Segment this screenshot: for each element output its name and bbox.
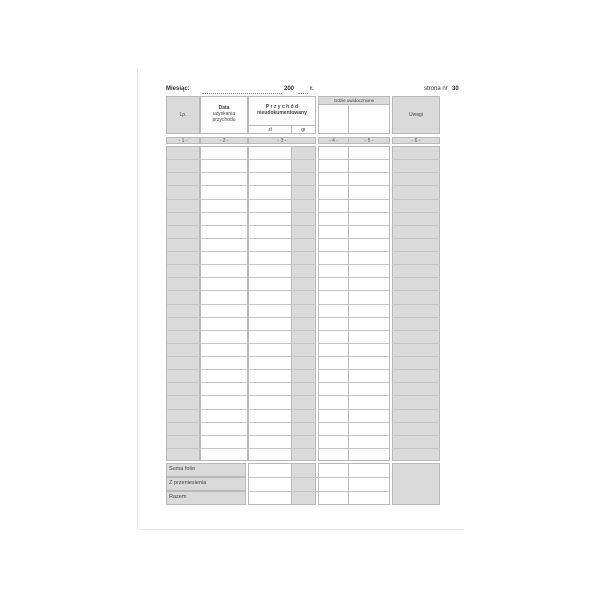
income-header-line1: P r z y c h ó d bbox=[265, 104, 299, 110]
year-prefix: 200 bbox=[284, 86, 295, 92]
table-row-line bbox=[166, 435, 200, 436]
footer-remarks-cell bbox=[392, 463, 440, 505]
table-row-line bbox=[318, 409, 390, 410]
table-row-line bbox=[318, 317, 390, 318]
col5-header bbox=[348, 104, 390, 134]
table-row-line bbox=[200, 317, 248, 318]
table-row-line bbox=[200, 277, 248, 278]
table-row-line bbox=[318, 212, 390, 213]
table-row-line bbox=[318, 290, 390, 291]
table-row-line bbox=[200, 159, 248, 160]
table-row-line bbox=[318, 343, 390, 344]
table-row-line bbox=[392, 435, 440, 436]
page-number: 30 bbox=[452, 86, 459, 92]
footer-row-line bbox=[248, 477, 390, 478]
page-label: strona nr bbox=[424, 86, 448, 92]
table-row-line bbox=[248, 172, 316, 173]
table-row-line bbox=[200, 251, 248, 252]
table-row-line bbox=[248, 435, 316, 436]
table-row-line bbox=[166, 159, 200, 160]
table-row-line bbox=[166, 395, 200, 396]
table-row-line bbox=[248, 395, 316, 396]
table-row-line bbox=[392, 212, 440, 213]
table-row-line bbox=[392, 238, 440, 239]
footer-row-line bbox=[248, 491, 390, 492]
table-row-line bbox=[248, 225, 316, 226]
table-row-line bbox=[166, 409, 200, 410]
table-row-line bbox=[318, 435, 390, 436]
table-row-line bbox=[248, 356, 316, 357]
table-row-line bbox=[248, 343, 316, 344]
table-row-line bbox=[166, 212, 200, 213]
table-row-line bbox=[318, 395, 390, 396]
table-row-line bbox=[166, 422, 200, 423]
footer-zl-cells[interactable] bbox=[248, 463, 292, 505]
col-number-4-label: - 4 - bbox=[329, 137, 338, 144]
table-row-line bbox=[248, 382, 316, 383]
table-row-line bbox=[166, 369, 200, 370]
table-row-line bbox=[166, 356, 200, 357]
date-header-line2: uzyskania bbox=[212, 111, 236, 117]
table-row-line bbox=[166, 382, 200, 383]
table-row-line bbox=[248, 264, 316, 265]
table-row-line bbox=[392, 422, 440, 423]
table-row-line bbox=[166, 238, 200, 239]
table-row-line bbox=[200, 343, 248, 344]
table-row-line bbox=[318, 238, 390, 239]
table-row-line bbox=[166, 225, 200, 226]
total-label: Razem bbox=[169, 494, 187, 500]
table-row-line bbox=[200, 199, 248, 200]
remarks-header-label: Uwagi bbox=[409, 112, 423, 118]
table-row-line bbox=[392, 304, 440, 305]
table-row-line bbox=[200, 238, 248, 239]
table-row-line bbox=[392, 448, 440, 449]
col-number-6-label: - 6 - bbox=[411, 137, 421, 144]
table-row-line bbox=[392, 409, 440, 410]
table-row-line bbox=[392, 185, 440, 186]
table-row-line bbox=[318, 264, 390, 265]
table-row-line bbox=[248, 304, 316, 305]
table-row-line bbox=[248, 159, 316, 160]
table-row-line bbox=[200, 330, 248, 331]
table-row-line bbox=[318, 225, 390, 226]
table-row-line bbox=[248, 277, 316, 278]
table-row-line bbox=[200, 435, 248, 436]
table-row-line bbox=[166, 343, 200, 344]
table-row-line bbox=[200, 185, 248, 186]
table-row-line bbox=[318, 422, 390, 423]
footer-col5-cells[interactable] bbox=[348, 463, 390, 505]
col-number-2-label: - 2 - bbox=[219, 137, 229, 144]
table-row-line bbox=[248, 317, 316, 318]
sum-label: Suma folio bbox=[169, 466, 195, 472]
year-suffix: r. bbox=[310, 86, 314, 92]
table-row-line bbox=[166, 317, 200, 318]
date-header-line1: Data bbox=[218, 105, 230, 111]
table-row-line bbox=[248, 409, 316, 410]
table-row-line bbox=[392, 343, 440, 344]
table-row-line bbox=[166, 172, 200, 173]
footer-col4-cells[interactable] bbox=[318, 463, 349, 505]
table-row-line bbox=[166, 251, 200, 252]
table-row-line bbox=[392, 395, 440, 396]
col-number-1-label: - 1 - bbox=[178, 137, 188, 144]
table-row-line bbox=[200, 395, 248, 396]
table-row-line bbox=[318, 251, 390, 252]
table-row-line bbox=[166, 264, 200, 265]
year-field[interactable] bbox=[298, 93, 308, 94]
table-row-line bbox=[318, 199, 390, 200]
col-number-3-label: - 3 - bbox=[277, 137, 287, 144]
table-row-line bbox=[166, 304, 200, 305]
table-row-line bbox=[248, 369, 316, 370]
lp-header-label: Lp. bbox=[179, 112, 187, 118]
table-row-line bbox=[392, 369, 440, 370]
table-row-line bbox=[318, 369, 390, 370]
col-number-5-label: - 5 - bbox=[364, 137, 374, 144]
month-label: Miesiąc: bbox=[166, 86, 190, 92]
table-row-line bbox=[200, 172, 248, 173]
table-row-line bbox=[392, 356, 440, 357]
table-row-line bbox=[392, 290, 440, 291]
month-field[interactable] bbox=[202, 93, 282, 94]
table-row-line bbox=[392, 159, 440, 160]
table-row-line bbox=[248, 422, 316, 423]
table-row-line bbox=[318, 159, 390, 160]
table-row-line bbox=[318, 330, 390, 331]
table-row-line bbox=[200, 369, 248, 370]
carryover-label: Z przeniesienia bbox=[169, 480, 207, 486]
col4-header bbox=[318, 104, 349, 134]
table-row-line bbox=[166, 330, 200, 331]
table-row-line bbox=[200, 264, 248, 265]
income-header-line2: nieudokumentowany bbox=[257, 110, 307, 116]
table-row-line bbox=[392, 277, 440, 278]
table-row-line bbox=[248, 448, 316, 449]
table-row-line bbox=[200, 290, 248, 291]
table-row-line bbox=[392, 264, 440, 265]
income-gr-label: gr bbox=[301, 127, 306, 133]
table-row-line bbox=[392, 225, 440, 226]
table-row-line bbox=[392, 330, 440, 331]
table-row-line bbox=[166, 199, 200, 200]
date-header-line3: przychodu bbox=[212, 117, 236, 123]
table-row-line bbox=[200, 409, 248, 410]
table-row-line bbox=[392, 317, 440, 318]
table-row-line bbox=[248, 185, 316, 186]
table-row-line bbox=[392, 382, 440, 383]
table-row-line bbox=[166, 277, 200, 278]
footer-gr-cells[interactable] bbox=[291, 463, 316, 505]
table-row-line bbox=[200, 448, 248, 449]
table-row-line bbox=[318, 448, 390, 449]
table-row-line bbox=[392, 199, 440, 200]
table-row-line bbox=[248, 290, 316, 291]
table-row-line bbox=[248, 251, 316, 252]
table-row-line bbox=[392, 172, 440, 173]
table-row-line bbox=[200, 225, 248, 226]
table-row-line bbox=[318, 172, 390, 173]
table-row-line bbox=[166, 448, 200, 449]
table-row-line bbox=[248, 212, 316, 213]
ledger-sheet bbox=[137, 68, 463, 530]
table-row-line bbox=[318, 382, 390, 383]
table-row-line bbox=[200, 212, 248, 213]
table-row-line bbox=[318, 356, 390, 357]
income-zl-label: zł bbox=[268, 127, 272, 133]
table-row-line bbox=[166, 185, 200, 186]
table-row-line bbox=[166, 290, 200, 291]
table-row-line bbox=[200, 422, 248, 423]
table-row-line bbox=[318, 304, 390, 305]
table-row-line bbox=[248, 238, 316, 239]
initials-group-label: Gdzie uwidocznione bbox=[333, 97, 375, 103]
table-row-line bbox=[200, 356, 248, 357]
table-row-line bbox=[200, 382, 248, 383]
table-row-line bbox=[200, 304, 248, 305]
table-row-line bbox=[248, 330, 316, 331]
table-row-line bbox=[318, 185, 390, 186]
table-row-line bbox=[392, 251, 440, 252]
table-row-line bbox=[318, 277, 390, 278]
table-row-line bbox=[248, 199, 316, 200]
